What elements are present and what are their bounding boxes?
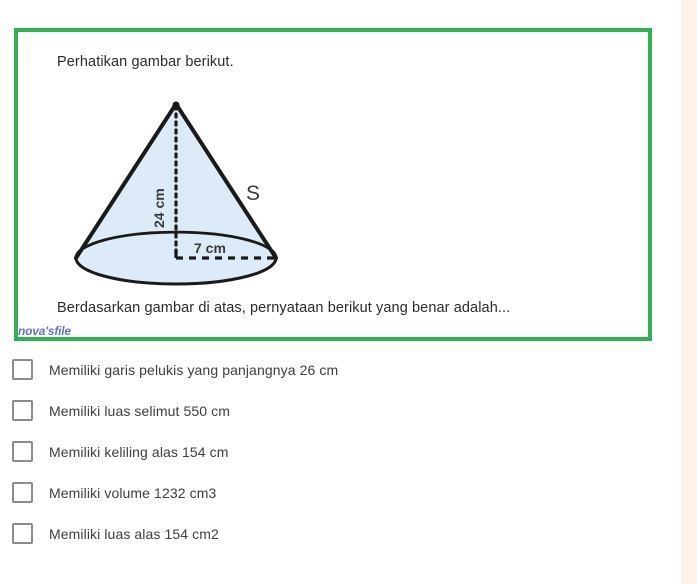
checkbox-icon[interactable]	[12, 400, 33, 421]
checkbox-icon[interactable]	[12, 441, 33, 462]
option-row[interactable]	[0, 431, 681, 472]
question-text: Berdasarkan gambar di atas, pernyataan berikut yang benar adalah...	[57, 300, 511, 316]
option-label: Memiliki luas alas 154 cm2	[49, 525, 219, 542]
option-row[interactable]	[0, 472, 681, 513]
option-row[interactable]	[0, 513, 681, 554]
option-row[interactable]	[0, 349, 681, 390]
option-label: Memiliki garis pelukis yang panjangnya 26 cm	[49, 361, 339, 378]
cone-slant-label: S	[246, 182, 261, 205]
cone-diagram	[66, 68, 296, 293]
watermark-label: nova'sfile	[18, 324, 71, 338]
options-list	[0, 349, 681, 554]
prompt-text: Perhatikan gambar berikut.	[57, 54, 234, 70]
option-label: Memiliki volume 1232 cm3	[49, 484, 217, 501]
question-card	[14, 28, 652, 341]
option-row[interactable]	[0, 390, 681, 431]
right-side-strip	[681, 0, 697, 584]
cone-radius-label: 7 cm	[194, 240, 226, 256]
checkbox-icon[interactable]	[12, 523, 33, 544]
checkbox-icon[interactable]	[12, 482, 33, 503]
option-label: Memiliki keliling alas 154 cm	[49, 443, 229, 460]
cone-height-label: 24 cm	[151, 188, 167, 228]
option-label: Memiliki luas selimut 550 cm	[49, 402, 230, 419]
checkbox-icon[interactable]	[12, 359, 33, 380]
